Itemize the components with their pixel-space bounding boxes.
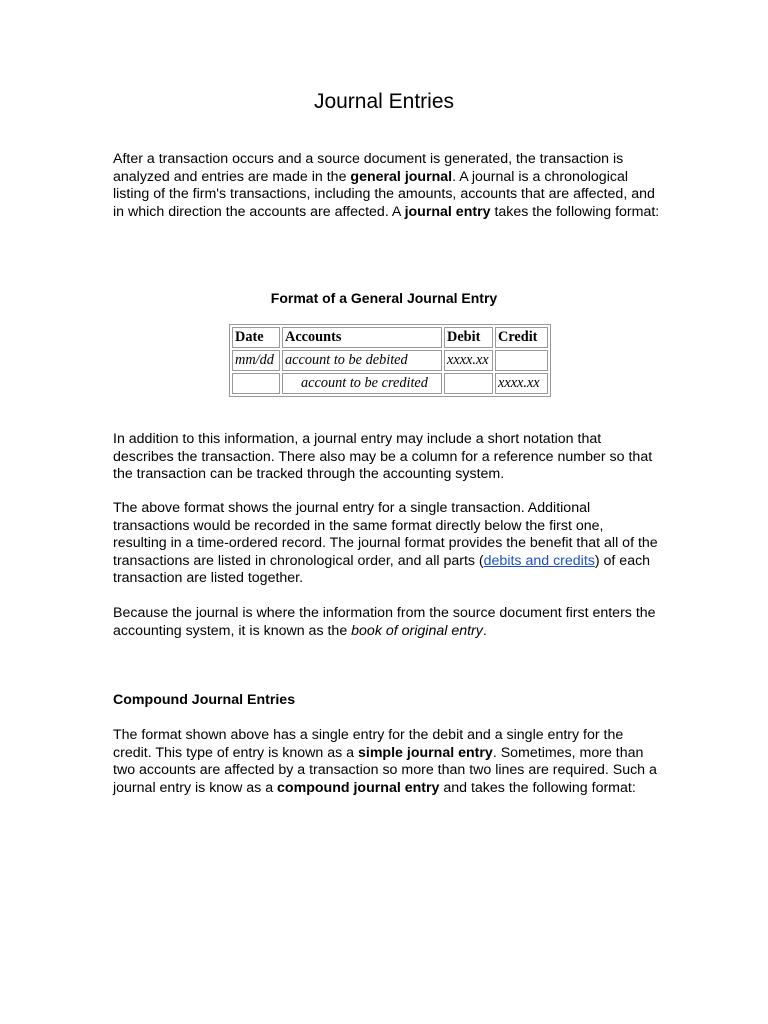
original-entry-paragraph: Because the journal is where the information from the source document first enters the accounting system, it is known as the book of original entry.	[113, 605, 656, 639]
table-row	[232, 373, 548, 394]
table-header-row	[232, 327, 548, 348]
intro-paragraph: After a transaction occurs and a source document is generated, the transaction is analyzed and entries are made in the general journal. A journal is a chronological listing of the firm's transactions, including the amounts, accounts that are affected, and in which direction the accounts are affected. A journal entry takes the following format:	[113, 151, 660, 220]
table-caption: Format of a General Journal Entry	[270, 290, 498, 306]
page-title: Journal Entries	[313, 90, 455, 113]
table-cell: account to be credited	[282, 373, 442, 394]
table-cell: xxxx.xx	[444, 350, 493, 371]
format-paragraph: The above format shows the journal entry for a single transaction. Additional transactions would be recorded in the same format directly below the first one, resulting in a time-ordered record. The journal format provides the benefit that all of the transactions are listed in chronological order, and all parts (debits and credits) of each transaction are listed together.	[113, 500, 658, 586]
header-debit: Debit	[444, 327, 493, 348]
header-date: Date	[232, 327, 280, 348]
table-cell	[495, 350, 548, 371]
compound-paragraph: The format shown above has a single entry for the debit and a single entry for the credit. This type of entry is known as a simple journal entry. Sometimes, more than two accounts are affected by a transaction so more than two lines are required. Such a journal entry is know as a compound journal entry and takes the following format:	[113, 727, 657, 796]
term-compound-journal-entry: compound journal entry	[277, 779, 440, 796]
table-cell: mm/dd	[232, 350, 280, 371]
term-journal-entry: journal entry	[404, 203, 491, 220]
table-cell: xxxx.xx	[495, 373, 548, 394]
notation-paragraph: In addition to this information, a journal entry may include a short notation that describes the transaction. There also may be a column for a reference number so that the transaction can be tracked through the accounting system.	[113, 431, 653, 482]
table-cell: account to be debited	[282, 350, 442, 371]
section-title-compound: Compound Journal Entries	[113, 692, 296, 708]
table-cell	[444, 373, 493, 394]
term-general-journal: general journal	[350, 168, 453, 185]
table-row	[232, 350, 548, 371]
term-simple-journal-entry: simple journal entry	[357, 744, 493, 761]
table-cell	[232, 373, 280, 394]
header-accounts: Accounts	[282, 327, 442, 348]
debits-and-credits-link[interactable]: debits and credits	[483, 552, 595, 569]
journal-entry-table	[229, 324, 551, 397]
header-credit: Credit	[495, 327, 548, 348]
term-book-of-original-entry: book of original entry	[351, 622, 483, 639]
